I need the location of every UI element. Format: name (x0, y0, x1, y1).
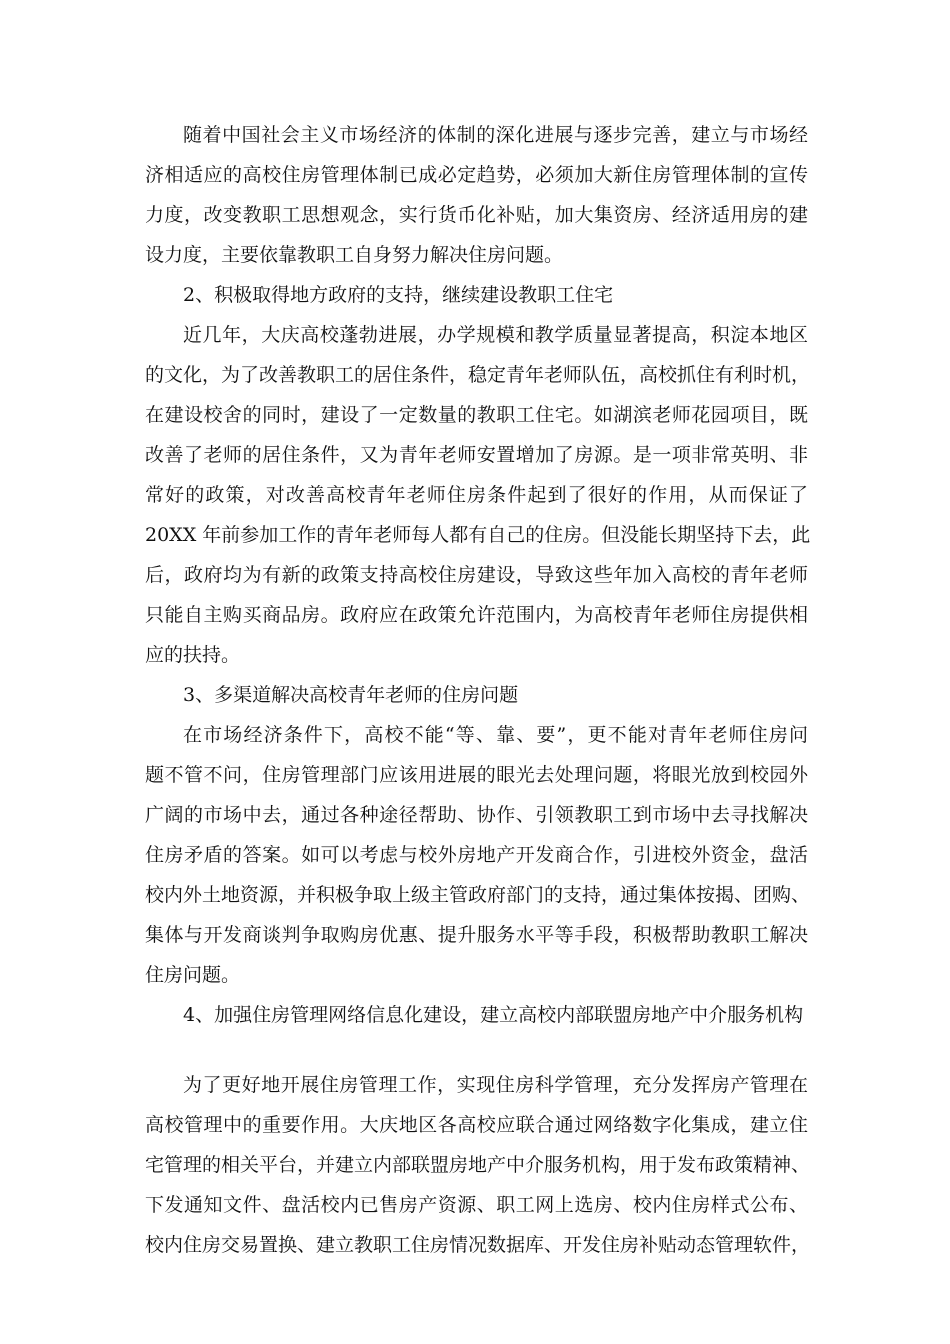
text-line: 下发通知文件、盘活校内已售房产资源、职工网上选房、校内住房样式公布、 (145, 1194, 808, 1216)
text-line: 在市场经济条件下，高校不能“等、靠、要”，更不能对青年老师住房问 (183, 724, 808, 746)
text-line: 住房问题。 (145, 964, 241, 986)
text-line: 应的扶持。 (145, 644, 241, 666)
text-line: 近几年，大庆高校蓬勃进展，办学规模和教学质量显著提高，积淀本地区 (183, 324, 808, 346)
section-heading-4: 4、加强住房管理网络信息化建设，建立高校内部联盟房地产中介服务机构 (183, 1004, 804, 1026)
text-line: 住房矛盾的答案。如可以考虑与校外房地产开发商合作，引进校外资金，盘活 (145, 844, 808, 866)
text-line: 校内外土地资源，并积极争取上级主管政府部门的支持，通过集体按揭、团购、 (145, 884, 811, 906)
text-line: 为了更好地开展住房管理工作，实现住房科学管理，充分发挥房产管理在 (183, 1074, 808, 1096)
text-line: 改善了老师的居住条件，又为青年老师安置增加了房源。是一项非常英明、非 (145, 444, 808, 466)
text-line: 在建设校舍的同时，建设了一定数量的教职工住宅。如湖滨老师花园项目，既 (145, 404, 808, 426)
text-line: 的文化，为了改善教职工的居住条件，稳定青年老师队伍，高校抓住有利时机， (145, 364, 811, 386)
section-heading-3: 3、多渠道解决高校青年老师的住房问题 (183, 684, 519, 706)
text-line: 20XX 年前参加工作的青年老师每人都有自己的住房。但没能长期坚持下去，此 (145, 524, 811, 546)
section-heading-2: 2、积极取得地方政府的支持，继续建设教职工住宅 (183, 284, 614, 306)
text-line: 宅管理的相关平台，并建立内部联盟房地产中介服务机构，用于发布政策精神、 (145, 1154, 811, 1176)
text-line: 广阔的市场中去，通过各种途径帮助、协作、引领教职工到市场中去寻找解决 (145, 804, 808, 826)
text-line: 设力度，主要依靠教职工自身努力解决住房问题。 (145, 244, 564, 266)
text-line: 力度，改变教职工思想观念，实行货币化补贴，加大集资房、经济适用房的建 (145, 204, 808, 226)
text-line: 随着中国社会主义市场经济的体制的深化进展与逐步完善，建立与市场经 (183, 124, 808, 146)
text-line: 后，政府均为有新的政策支持高校住房建设，导致这些年加入高校的青年老师 (145, 564, 808, 586)
text-line: 校内住房交易置换、建立教职工住房情况数据库、开发住房补贴动态管理软件， (145, 1234, 811, 1256)
text-line: 常好的政策，对改善高校青年老师住房条件起到了很好的作用，从而保证了 (145, 484, 808, 506)
text-line: 题不管不问，住房管理部门应该用进展的眼光去处理问题，将眼光放到校园外 (145, 764, 808, 786)
text-line: 集体与开发商谈判争取购房优惠、提升服务水平等手段，积极帮助教职工解决 (145, 924, 808, 946)
text-line: 只能自主购买商品房。政府应在政策允许范围内，为高校青年老师住房提供相 (145, 604, 808, 626)
text-line: 高校管理中的重要作用。大庆地区各高校应联合通过网络数字化集成，建立住 (145, 1114, 808, 1136)
text-line: 济相适应的高校住房管理体制已成必定趋势，必须加大新住房管理体制的宣传 (145, 164, 808, 186)
